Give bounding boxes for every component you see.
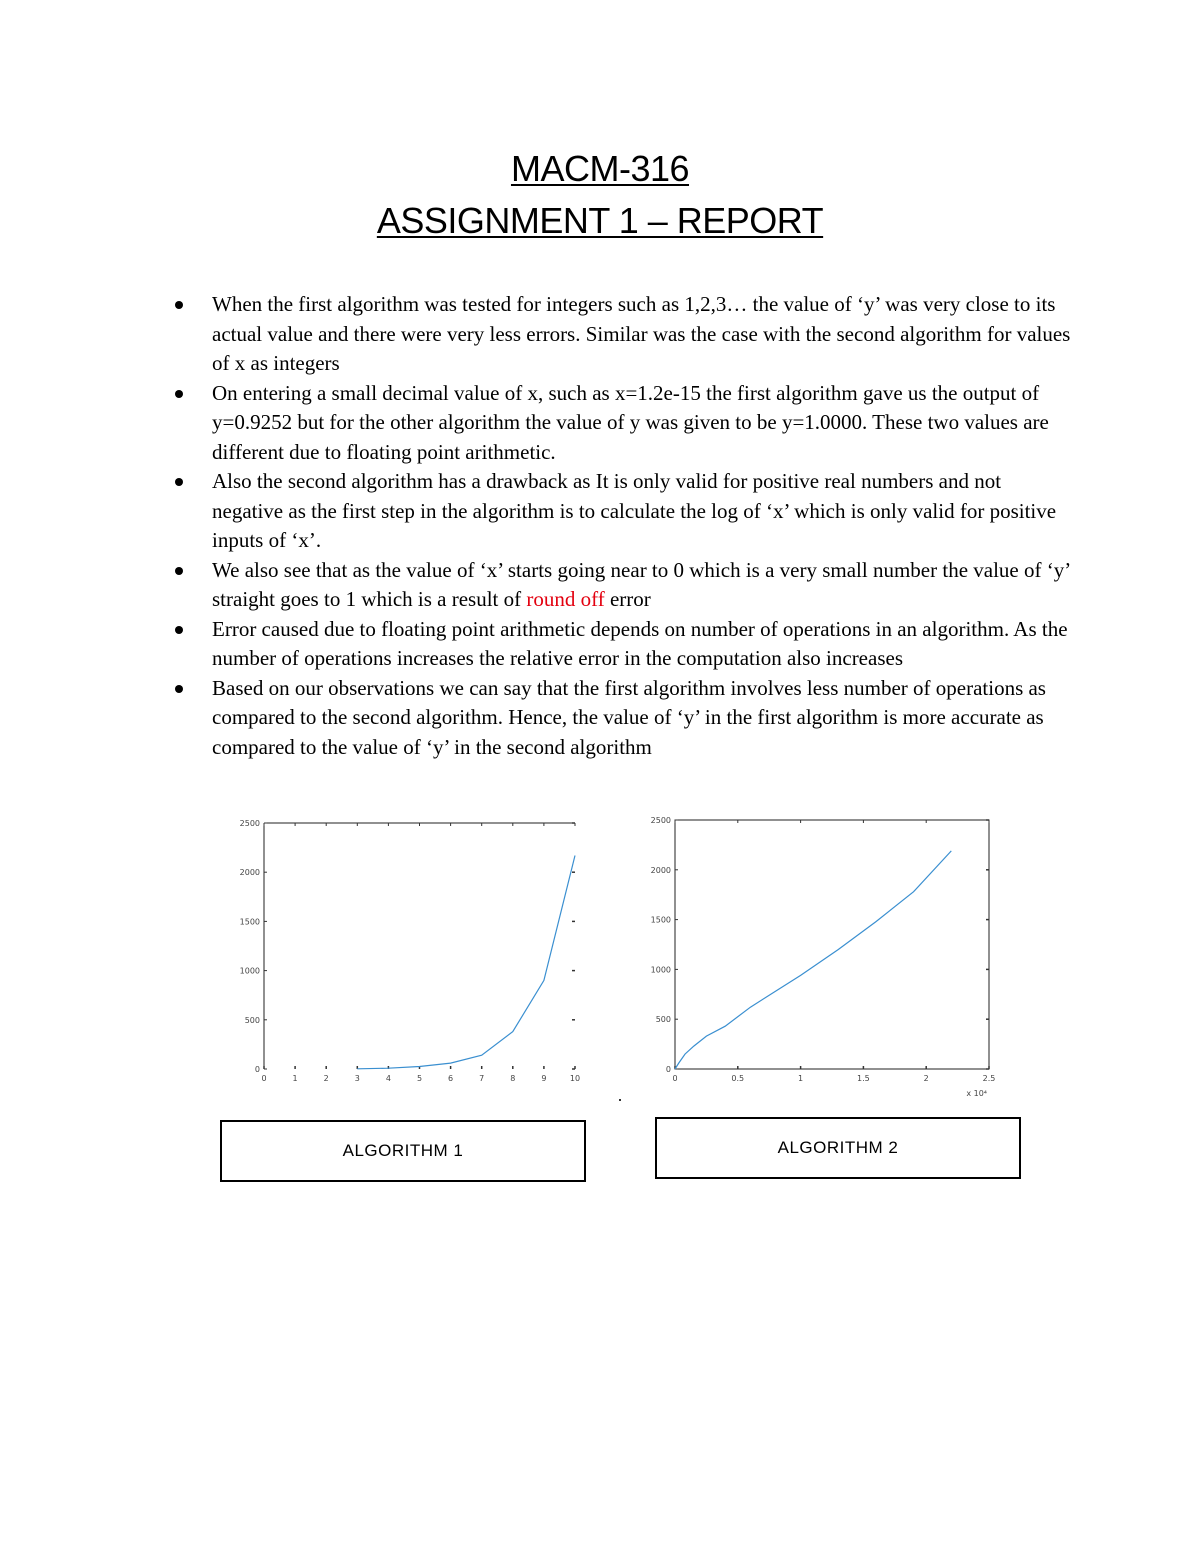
x-tick-label: 2 [923,1074,929,1083]
bullet-icon [175,626,183,634]
series-line [675,851,951,1069]
y-tick-label: 2500 [239,819,260,828]
series-line [357,856,575,1069]
algorithm-2-plot [640,810,1010,1105]
list-item [212,674,1072,763]
plot-frame [675,820,989,1069]
y-tick-label: 2000 [650,865,671,875]
y-tick-label: 1000 [650,965,671,975]
x-tick-label: 1 [292,1074,298,1083]
list-item-text: Also the second algorithm has a drawback as It is only valid for positive real numbers and not negative as the first step in the algorithm is to calculate the log of ‘x’ which is only valid for positive inputs of ‘x’. [212,469,1057,552]
x-tick-label: 4 [385,1074,391,1083]
x-tick-label: 3 [354,1074,360,1083]
x-tick-label: 5 [416,1074,423,1083]
algorithm-1-plot [230,812,590,1102]
bullet-icon [175,301,183,309]
report-title: ASSIGNMENT 1 – REPORT [376,200,824,241]
list-item [212,379,1072,468]
y-tick-label: 2500 [650,816,671,825]
x-tick-label: 1.5 [857,1074,870,1083]
x-tick-label: 0 [672,1074,678,1083]
list-item [212,615,1072,674]
algorithm-1-caption: ALGORITHM 1 [220,1120,586,1182]
y-tick-label: 500 [655,1015,671,1025]
x-tick-label: 0 [261,1074,267,1083]
list-item-text: When the first algorithm was tested for integers such as 1,2,3… the value of ‘y’ was very close to its actual value and there were very less errors. Similar was the case with the second algorithm for values of x as integers [212,292,1071,375]
list-item-text-end: error [604,587,651,611]
bullet-icon [175,685,183,693]
list-item-text: On entering a small decimal value of x, such as x=1.2e-15 the first algorithm gave us the output of y=0.9252 but for the other algorithm the value of y was given to be y=1.0000. These two values are different due to floating point arithmetic. [212,380,1049,464]
x-tick-label: 9 [541,1074,547,1083]
bullet-icon [175,478,183,486]
bullet-icon [175,390,183,398]
x-tick-label: 1 [798,1074,804,1083]
y-tick-label: 1500 [239,917,260,927]
y-tick-label: 2000 [239,868,260,878]
stray-mark [619,1099,621,1101]
x-tick-label: 8 [510,1074,516,1083]
x-multiplier-label: x 10⁴ [966,1089,987,1098]
highlighted-term: round off [526,587,605,611]
x-tick-label: 10 [569,1074,581,1083]
y-tick-label: 0 [254,1065,260,1074]
list-item-text: Error caused due to floating point arithmetic depends on number of operations in an algorithm. As the number of operations increases the relative error in the computation also increases [212,616,1068,670]
bullet-icon [175,567,183,575]
x-tick-label: 6 [448,1074,454,1083]
observations-list [212,290,1072,762]
algorithm-2-chart [640,810,1010,1105]
x-tick-label: 2 [323,1074,329,1083]
list-item [212,467,1072,556]
x-tick-label: 2.5 [982,1074,996,1083]
y-tick-label: 0 [665,1065,671,1074]
x-tick-label: 7 [479,1074,485,1083]
course-title: MACM-316 [510,148,690,189]
list-item-text: We also see that as the value of ‘x’ starts going near to 0 which is a very small number the value of ‘y’ straight goes to 1 which is a result of [212,557,1070,611]
algorithm-1-chart [230,812,590,1102]
y-tick-label: 1000 [239,966,260,976]
y-tick-label: 500 [244,1015,260,1025]
list-item [212,556,1072,615]
list-item [212,290,1072,379]
y-tick-label: 1500 [650,915,671,925]
x-tick-label: 0.5 [731,1074,745,1083]
algorithm-2-caption: ALGORITHM 2 [655,1117,1021,1179]
list-item-text: Based on our observations we can say that the first algorithm involves less number of operations as compared to the second algorithm. Hence, the value of ‘y’ in the first algorithm is more accurate as compared to the value of ‘y’ in the second algorithm [212,675,1046,759]
